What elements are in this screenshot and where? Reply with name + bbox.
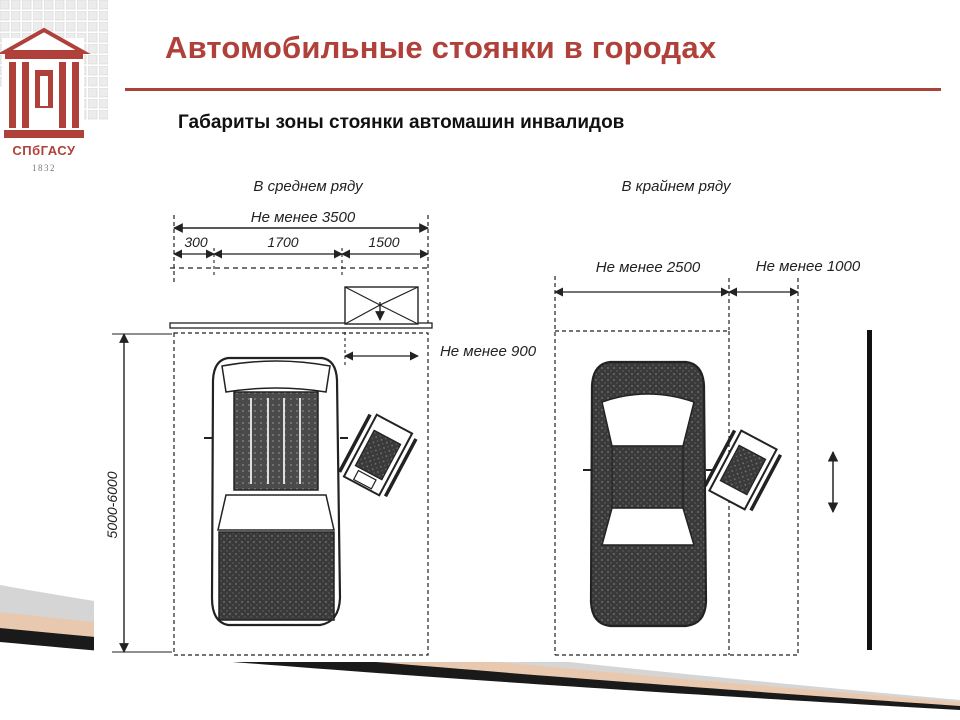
car-top-view-icon — [583, 362, 714, 626]
right-section-heading: В крайнем ряду — [621, 178, 731, 195]
right-aisle-width-label: Не менее 1000 — [755, 258, 861, 275]
logo-year: 1832 — [32, 163, 56, 173]
segment-width-label-300: 300 — [184, 234, 208, 250]
parking-sign — [345, 287, 418, 324]
left-aisle-width-label: Не менее 900 — [439, 343, 537, 360]
segment-width-label-1500: 1500 — [368, 234, 400, 250]
wall-line — [867, 330, 872, 650]
segment-width-label-1700: 1700 — [267, 234, 299, 250]
page-subtitle: Габариты зоны стоянки автомашин инвалидов — [178, 112, 625, 133]
car-top-view-icon — [204, 358, 348, 625]
length-range-label: 5000-6000 — [104, 471, 120, 539]
title-divider — [125, 88, 941, 91]
right-stall-width-label: Не менее 2500 — [595, 259, 701, 276]
page-title: Автомобильные стоянки в городах — [165, 30, 717, 65]
left-total-width-label: Не менее 3500 — [250, 209, 356, 226]
logo-wordmark: СПбГАСУ — [12, 143, 76, 158]
left-section-heading: В среднем ряду — [253, 178, 363, 195]
university-building-icon — [2, 30, 84, 142]
